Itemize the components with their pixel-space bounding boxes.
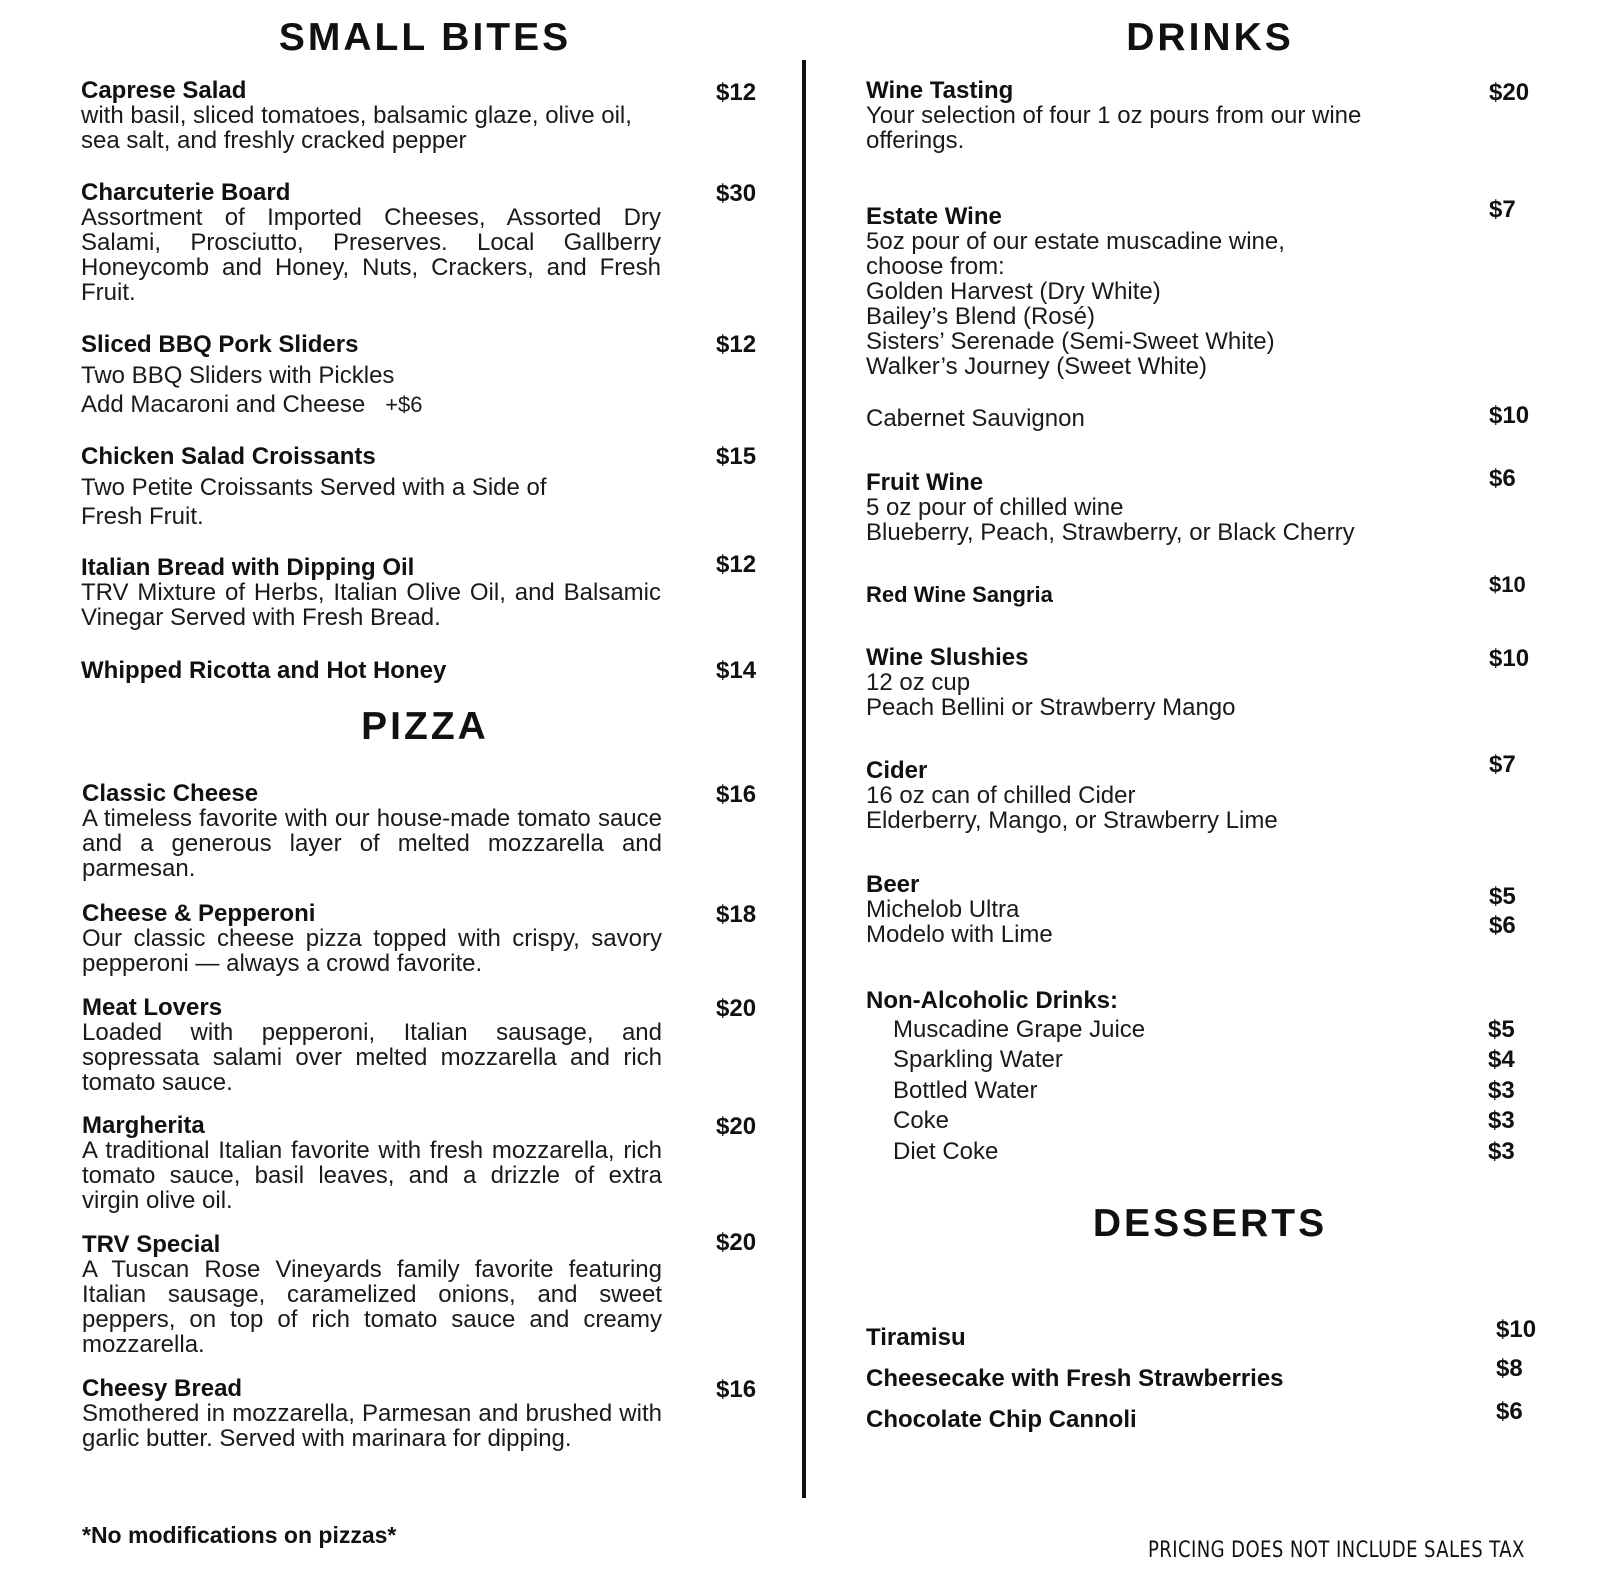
menu-item-fruit-wine [866, 470, 1436, 545]
item-price: $10 [1489, 645, 1530, 672]
menu-item-classic-cheese [82, 781, 662, 881]
item-name: Whipped Ricotta and Hot Honey [81, 657, 447, 684]
item-description: TRV Mixture of Herbs, Italian Olive Oil, and Balsamic Vinegar Served with Fresh Bread. [81, 579, 661, 631]
item-price: $4 [1488, 1046, 1515, 1073]
non-alcoholic-item: Muscadine Grape Juice [893, 1016, 1146, 1043]
item-name: TRV Special [82, 1231, 221, 1258]
menu-item-trv-special [82, 1232, 662, 1357]
menu-item-wine-slushies [866, 645, 1436, 720]
item-description: Loaded with pepperoni, Italian sausage, and sopressata salami over melted mozzarella and rich tomato sauce. [82, 1019, 662, 1096]
item-name: Margherita [82, 1112, 205, 1139]
wine-option: Golden Harvest (Dry White) [866, 278, 1161, 305]
item-description-line: Blueberry, Peach, Strawberry, or Black Cherry [866, 519, 1355, 546]
menu-item-caprese-salad [81, 78, 661, 153]
item-price: $12 [716, 551, 757, 578]
item-description-line: choose from: [866, 253, 1005, 280]
item-description: A traditional Italian favorite with fresh mozzarella, rich tomato sauce, basil leaves, and a drizzle of extra virgin olive oil. [82, 1137, 662, 1214]
item-name: Cheesy Bread [82, 1375, 243, 1402]
item-price: $3 [1488, 1077, 1515, 1104]
item-description: A Tuscan Rose Vineyards family favorite featuring Italian sausage, caramelized onions, and sweet peppers, on top of rich tomato sauce and creamy mozzarella. [82, 1256, 662, 1358]
item-price: $10 [1496, 1316, 1537, 1343]
item-name: Fruit Wine [866, 469, 984, 496]
addon-line [81, 390, 661, 419]
item-price: $3 [1488, 1107, 1515, 1134]
item-price: $6 [1489, 465, 1516, 492]
item-name: Red Wine Sangria [866, 582, 1053, 607]
item-name: Caprese Salad [81, 77, 247, 104]
menu-item-estate-wine [866, 204, 1436, 379]
non-alcoholic-item: Coke [893, 1107, 950, 1134]
item-price: $16 [716, 781, 757, 808]
item-price: $20 [1489, 79, 1530, 106]
item-price: $15 [716, 443, 757, 470]
drinks-title: DRINKS [1126, 16, 1294, 59]
item-description: with basil, sliced tomatoes, balsamic glaze, olive oil, sea salt, and freshly cracked pepper [81, 102, 632, 154]
menu-item-cider [866, 758, 1436, 833]
item-name: Beer [866, 871, 920, 898]
menu-item-wine-tasting [866, 78, 1436, 153]
dessert-cannoli: Chocolate Chip Cannoli [866, 1406, 1137, 1433]
item-price: $12 [716, 79, 757, 106]
item-price: $6 [1489, 912, 1516, 939]
menu-item-margherita [82, 1113, 662, 1213]
non-alcoholic-title: Non-Alcoholic Drinks: [866, 987, 1119, 1014]
sales-tax-note: PRICING DOES NOT INCLUDE SALES TAX [1148, 1538, 1525, 1563]
pizza-title: PIZZA [361, 705, 489, 748]
non-alcoholic-item: Bottled Water [893, 1077, 1038, 1104]
addon-price: +$6 [385, 392, 423, 417]
item-name: Charcuterie Board [81, 179, 291, 206]
menu-item-cheesy-bread [82, 1376, 662, 1451]
menu-item-beer [866, 872, 1436, 947]
item-name: Classic Cheese [82, 780, 259, 807]
item-price: $12 [716, 331, 757, 358]
item-price: $20 [716, 1229, 757, 1256]
desserts-title: DESSERTS [1092, 1202, 1328, 1245]
item-price: $5 [1488, 1016, 1515, 1043]
item-name: Cider [866, 757, 928, 784]
dessert-cheesecake: Cheesecake with Fresh Strawberries [866, 1365, 1284, 1392]
wine-option: Bailey’s Blend (Rosé) [866, 303, 1095, 330]
item-description-line: Peach Bellini or Strawberry Mango [866, 694, 1236, 721]
item-price: $10 [1489, 402, 1530, 429]
item-description: Two Petite Croissants Served with a Side of Fresh Fruit. [81, 474, 547, 530]
pizza-note: *No modifications on pizzas* [82, 1522, 397, 1548]
item-name: Sliced BBQ Pork Sliders [81, 331, 359, 358]
menu-item-cabernet-sauvignon: Cabernet Sauvignon [866, 405, 1085, 432]
item-description-line: Elderberry, Mango, or Strawberry Lime [866, 807, 1278, 834]
item-price: $8 [1496, 1355, 1523, 1382]
item-description-line: 12 oz cup [866, 669, 971, 696]
item-name: Meat Lovers [82, 994, 223, 1021]
menu-item-cheese-pepperoni [82, 901, 662, 976]
menu-item-meat-lovers [82, 995, 662, 1095]
menu-item-whipped-ricotta [81, 658, 661, 683]
item-price: $10 [1489, 572, 1526, 597]
item-name: Cheese & Pepperoni [82, 900, 316, 927]
menu-item-chicken-salad-croissants [81, 444, 661, 531]
item-price: $5 [1489, 883, 1516, 910]
item-price: $3 [1488, 1138, 1515, 1165]
item-description: Your selection of four 1 oz pours from our wine offerings. [866, 102, 1362, 154]
item-price: $20 [716, 1113, 757, 1140]
menu-item-charcuterie-board [81, 180, 661, 305]
menu-item-italian-bread [81, 555, 661, 630]
item-price: $14 [716, 657, 757, 684]
non-alcoholic-item: Diet Coke [893, 1138, 999, 1165]
item-description-line: 5 oz pour of chilled wine [866, 494, 1124, 521]
item-price: $7 [1489, 751, 1516, 778]
item-name: Chicken Salad Croissants [81, 443, 376, 470]
item-description-line: 5oz pour of our estate muscadine wine, [866, 228, 1285, 255]
item-description-line: 16 oz can of chilled Cider [866, 782, 1136, 809]
item-price: $18 [716, 901, 757, 928]
item-description-line: Two BBQ Sliders with Pickles [81, 362, 395, 389]
item-price: $16 [716, 1376, 757, 1403]
item-price: $7 [1489, 196, 1516, 223]
item-price: $6 [1496, 1398, 1523, 1425]
wine-option: Sisters’ Serenade (Semi-Sweet White) [866, 328, 1275, 355]
non-alcoholic-item: Sparkling Water [893, 1046, 1063, 1073]
beer-option: Michelob Ultra [866, 896, 1020, 923]
dessert-tiramisu: Tiramisu [866, 1324, 966, 1351]
item-name: Italian Bread with Dipping Oil [81, 554, 415, 581]
item-description: A timeless favorite with our house-made tomato sauce and a generous layer of melted mozzarella and parmesan. [82, 805, 662, 882]
item-price: $30 [716, 180, 757, 207]
addon-label: Add Macaroni and Cheese [81, 391, 366, 418]
item-description: Assortment of Imported Cheeses, Assorted Dry Salami, Prosciutto, Preserves. Local Gallberry Honeycomb and Honey, Nuts, Crackers, and Fresh Fruit. [81, 204, 661, 306]
item-name: Wine Slushies [866, 644, 1029, 671]
item-name: Wine Tasting [866, 77, 1014, 104]
menu-item-bbq-pork-sliders [81, 332, 661, 419]
menu-item-red-wine-sangria [866, 582, 1053, 607]
item-price: $20 [716, 995, 757, 1022]
item-name: Estate Wine [866, 203, 1002, 230]
column-divider [802, 60, 806, 1498]
wine-option: Walker’s Journey (Sweet White) [866, 353, 1207, 380]
beer-option: Modelo with Lime [866, 921, 1053, 948]
item-description: Our classic cheese pizza topped with crispy, savory pepperoni — always a crowd favorite. [82, 925, 662, 977]
small-bites-title: SMALL BITES [278, 16, 572, 59]
item-description: Smothered in mozzarella, Parmesan and brushed with garlic butter. Served with marinara for dipping. [82, 1400, 662, 1452]
